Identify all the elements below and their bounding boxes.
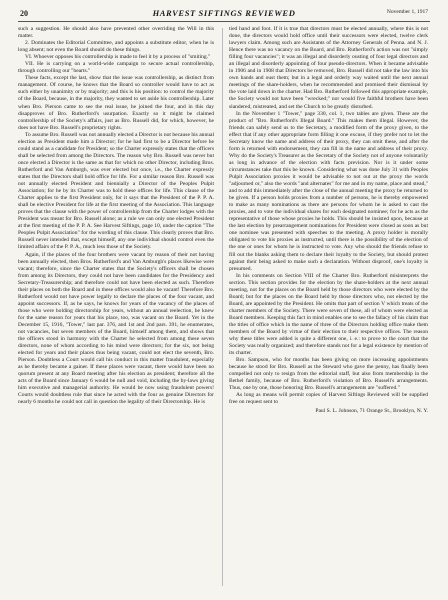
article-columns [18,26,430,591]
paragraph: such a suggestion. He should also have prevented other overriding the Will in this matter. [18,26,214,40]
paragraph: Again, if the places of the four brothers were vacant by reason of their not having been annually elected, then Bros. Rutherford's and Van Amburgh's places likewise were vacant; therefore, since the Charter states that the Society's officers shall be chosen from among its Directors, they could not have been candidates for the Presidency and Secretary-Treasurership; and therefore could not have been elected as such. Therefore their places on both the Board and in these offices would also be vacant! Therefore Bro. Rutherford would not have power legally to declare the places of the four vacant, and appoint successors. If, as he says, he knows for years of the vacancy of the places of those who were holding directorship for years, without an annual reelection, he knew for the same reason for years that his place, too, was vacant on the Board. Yet in the December 15, 1916, "Tower," last par. 376, and 1st and 2nd pars. 391, he enumerates, not vacancies, but seven members of the Board, himself among them, and shows that the officers stood in harmony with the Charter he selected from among these seven directors, none of whom according to his mind were directors; for the six, not being elected for years and their places thus being vacant, could not elect the seventh, Bro. Pierson. Doubtless a Court would call his conduct in this matter fraudulent, especially as he thereby became a gainer. If these places were vacant, there would have been no quorum present at any Board meeting after his election as president; therefore all the acts of the Board since January 6 would be null and void, including the by-laws giving him executive and managerial authority. He would be now using fraudulent powers! Courts would doubtless rule that since he acted with the four as genuine Directors for nearly 6 months he could not call in question the legality of their Directorship. He is [18,251,214,406]
paragraph: In the November 1 "Tower," page 330, col. 1, two tables are given. These are the product of "Bro. Rutherford's Illegal Board." This makes them illegal. However, the friends can safely send us to the Secretary, a modified form of the proxy given, to the effect that if any other appropriate form filling it one excuse, if they prefer not to let the Secretary know the name and address of their proxy, they can omit these, and after the form is returned with endorsement, they can fill in the name and address of their proxy. Why do the Society's Treasurer as the Secretary of the Society not of anyone voluntarily as long in advance of the election with facts prevision. Nor is it under some circumstances take that this be known. Considering what was done July 31 with Peoples Pulpit Association proxies it would be advisable to not out at the proxy the words "adjourned or," also the words "and alternates" for me and in my name, place and stead," and to add this immediately after the close of the annual meeting the proxy be returned to be given. If a person holds proxies from a number of persons, he is thereby empowered to make as many nominations as there are persons for whom he is asked to cast the proxies, and to vote the individual shares for each designated nominee; for he acts as the representative of those whose proxies he holds. This should be insisted upon, because at the last election by prearrangement nominations for President were closed as soon as but one nominee was presented with speeches to the meeting. A proxy holder is morally obligated to vote his proxies as instructed, until there is the possibility of the election of the one or ones for whom he is instructed to vote. Any who should the friends refuse to fill out the blanks asking them to declare their loyalty to the Society, but should protest against their being asked to make such a declaration. Without disproof, one's loyalty is presumed. [229,110,428,272]
paragraph: In his comments on Section VIII of the Charter Bro. Rutherford misinterprets the section. This section provides for the election by the share-holders at the next annual meeting, not for the places on the Board held by those directors who were elected by the Board; but for the places on the Board held by those directors who, not elected by the Board, are appointed by the President. He omits that part of section V which treats of the charter members of the Society. There were seven of these, all of whom were elected as Board members. Keeping this fact in mind enables one to see the fallacy of his claim that the titles of office which in the name of three of the Directors holding office make them members of the Board by virtue of their election to their respective offices. The reason why these titles were added is quite a different one, i. e.: to prove to the court that the Society was really organized; and therefore stands not for a legal existence by mention of its charter. [229,272,428,357]
document-page [18,8,430,592]
paragraph: These facts, except the last, show that the issue was controllership, as distinct from management. Of course, he knows that the Board so controller would have to act as such either by unanimity or by majority; and this is his position: to control the majority of the Board, because, in the majority, they wanted to set aside his controllership. Later when Bro. Pierson came to see the real issue, he joined the four, and in this day disapproves of Bro. Rutherford's usurpation. Exactly so it might be claimed controllership of the Society's affairs, just as Bro. Russell did, for which, however, he does not have Bro. Russell's proprietary rights. [18,75,214,131]
paragraph: VII. He is carrying on a world-wide campaign to secure actual controllership, through controlling our "hearts." [18,61,214,75]
page-header [18,8,430,22]
running-title: HARVEST SIFTINGS REVIEWED [152,8,296,18]
page-number: 20 [20,9,28,18]
paragraph: To assume Bro. Russell was not annually elected a Director is not because his annual election as President made him a Director; for he had first to be a Director before he could stand as a candidate for President; so the Charter expressly states that the officers shall be selected from among the Directors. The reason why Bro. Russell was never but once elected a Director is the same as that for which no other Director, including Bros. Rutherford and Van Amburgh, was ever elected but once, i.e., the Charter expressly states that the Directors shall hold office for life. For a similar reason Bro. Russell was not annually elected President and biennially a Director of the Peoples Pulpit Association; for he by its Charter was to hold these offices for life. This clause of the Charter applies to the first President only, for it says that the President of the P. P. A. shall be elective President for life at the first meeting of the Association. This language proves that the clause with the power of controllership from the Charter lodges with the President was meant for Bro. Russell alone; as a rule we can only one elected President at the first meeting of the P. P. A. See Harvest Siftings, page 10, under the caption "The Peoples Pulpit Association" for the wording of this clause. This clearly proves that Bro. Russell never intended that, except himself, any one individual should control even the limited affairs of the P. P. A., much less those of the Society. [18,131,214,251]
paragraph: VI. Whoever opposes his controllership is made to feel it by a process of "smiting." [25,54,211,61]
paragraph: As long as means will permit copies of Harvest Siftings Reviewed will be supplied free on request sent to [229,392,428,406]
paragraph: Bro. Sampson, who for months has been giving on more increasing appointments because he stood for Bro. Russell as the Steward who gave the penny, has finally been compelled not only to resign from the editorial staff, but also from membership in the Bethel family, because of Bro. Rutherford's violation of Bro. Russell's arrangements. Thus, one by one, those honoring Bro. Russell's arrangements are "suffered." [229,357,428,392]
author-signature: Paul S. L. Johnson, 71 Orange St., Brooklyn, N. Y. [315,407,428,414]
issue-date: November 1, 1917 [386,9,428,15]
right-column [229,26,428,591]
left-column [18,26,214,591]
paragraph: 2. Dominates the Editorial Committee, and appoints a substitute editor, when he is long absent; not even the Board should do these things. [18,40,214,54]
paragraph: tied hand and foot. If it is true that directors must be elected annually, where this is not done, the directors would hold office until their successors were elected, twelve clerk lawyers claim. Among such are Assistants of the Attorney Generals of Penna. and N. J. Hence there was no vacancy on the Board, and Bro. Rutherford's action was not "simply filling four vacancies"; it was an illegal and disorderly ousting of four legal directors and an illegal and disorderly appointing of four pseudo-directors. When it became advisable in 1906 and in 1908 that Directors be removed, Bro. Russell did not take the law into his own hands and oust them; but in a legal and orderly way waited until the next annual meetings of the share-holders, when he recommended and promised their dismissal by the vote laid down in the charter. Had Bro. Rutherford followed this appropriate example, the Society would not have been "wrecked;" nor would five faithful brothers have been slandered, mistreated, and set the Church to be greatly disturbed. [229,26,428,110]
column-divider [222,28,223,586]
